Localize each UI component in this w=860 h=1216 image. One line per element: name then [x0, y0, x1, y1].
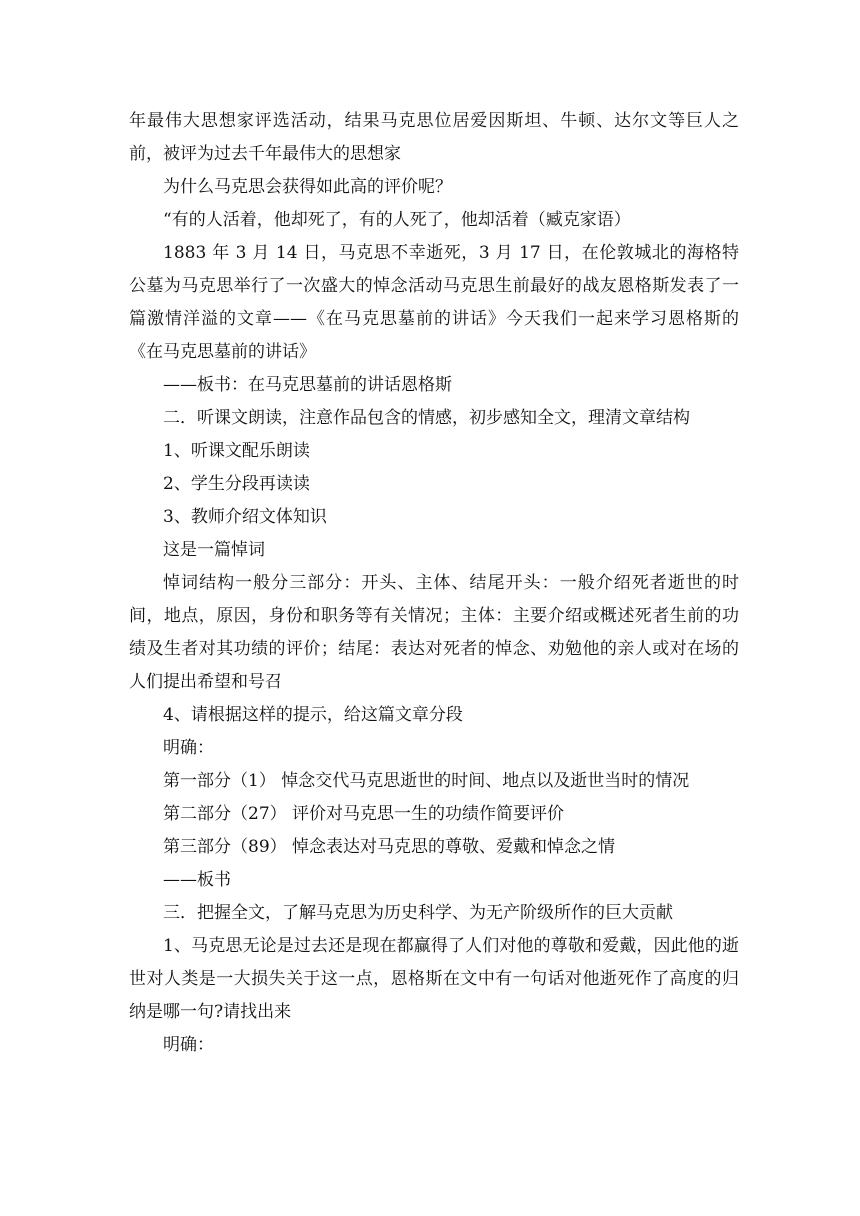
paragraph-continued-intro: 年最伟大思想家评选活动，结果马克思位居爱因斯坦、牛顿、达尔文等巨人之前，被评为过去千年最伟大的思想家: [129, 111, 739, 164]
list-item: 1、听课文配乐朗读: [163, 441, 310, 461]
paragraph-answer-label: 明确：: [163, 738, 214, 758]
paragraph-answer-label: 明确：: [163, 1035, 214, 1055]
paragraph-eulogy-structure: 悼词结构一般分三部分：开头、主体、结尾开头：一般介绍死者逝世的时间，地点，原因，身份和职务等有关情况；主体：主要介绍或概述死者生前的功绩及生者对其功绩的评价；结尾：表达对死者的悼念、劝勉他的亲人或对在场的人们提出希望和号召: [129, 573, 739, 692]
paragraph-board-note: ——板书: [163, 870, 231, 890]
list-item: 4、请根据这样的提示，给这篇文章分段: [163, 705, 463, 725]
part-one: 第一部分（1） 悼念交代马克思逝世的时间、地点以及逝世当时的情况: [163, 771, 690, 791]
paragraph-board-title: ——板书：在马克思墓前的讲话恩格斯: [163, 375, 452, 395]
document-body: [129, 105, 739, 1062]
section-heading-three: 三．把握全文，了解马克思为历史科学、为无产阶级所作的巨大贡献: [163, 903, 673, 923]
list-item: 2、学生分段再读读: [163, 474, 310, 494]
paragraph-eulogy: 这是一篇悼词: [163, 540, 265, 560]
paragraph-question: 为什么马克思会获得如此高的评价呢？: [163, 177, 452, 197]
part-two: 第二部分（27） 评价对马克思一生的功绩作简要评价: [163, 804, 565, 824]
paragraph-quote: “有的人活着，他却死了，有的人死了，他却活着（臧克家语）: [163, 210, 631, 230]
list-item: 1、马克思无论是过去还是现在都赢得了人们对他的尊敬和爱戴，因此他的逝世对人类是一大损失关于这一点，恩格斯在文中有一句话对他逝死作了高度的归纳是哪一句?请找出来: [129, 936, 739, 1022]
list-item: 3、教师介绍文体知识: [163, 507, 327, 527]
part-three: 第三部分（89） 悼念表达对马克思的尊敬、爱戴和悼念之情: [163, 837, 616, 857]
section-heading-two: 二．听课文朗读，注意作品包含的情感，初步感知全文，理清文章结构: [163, 408, 690, 428]
paragraph-history: 1883 年 3 月 14 日，马克思不幸逝死，3 月 17 日，在伦敦城北的海格特公墓为马克思举行了一次盛大的悼念活动马克思生前最好的战友恩格斯发表了一篇激情洋溢的文章——《在马克思墓前的讲话》今天我们一起来学习恩格斯的《在马克思墓前的讲话》: [129, 243, 739, 362]
